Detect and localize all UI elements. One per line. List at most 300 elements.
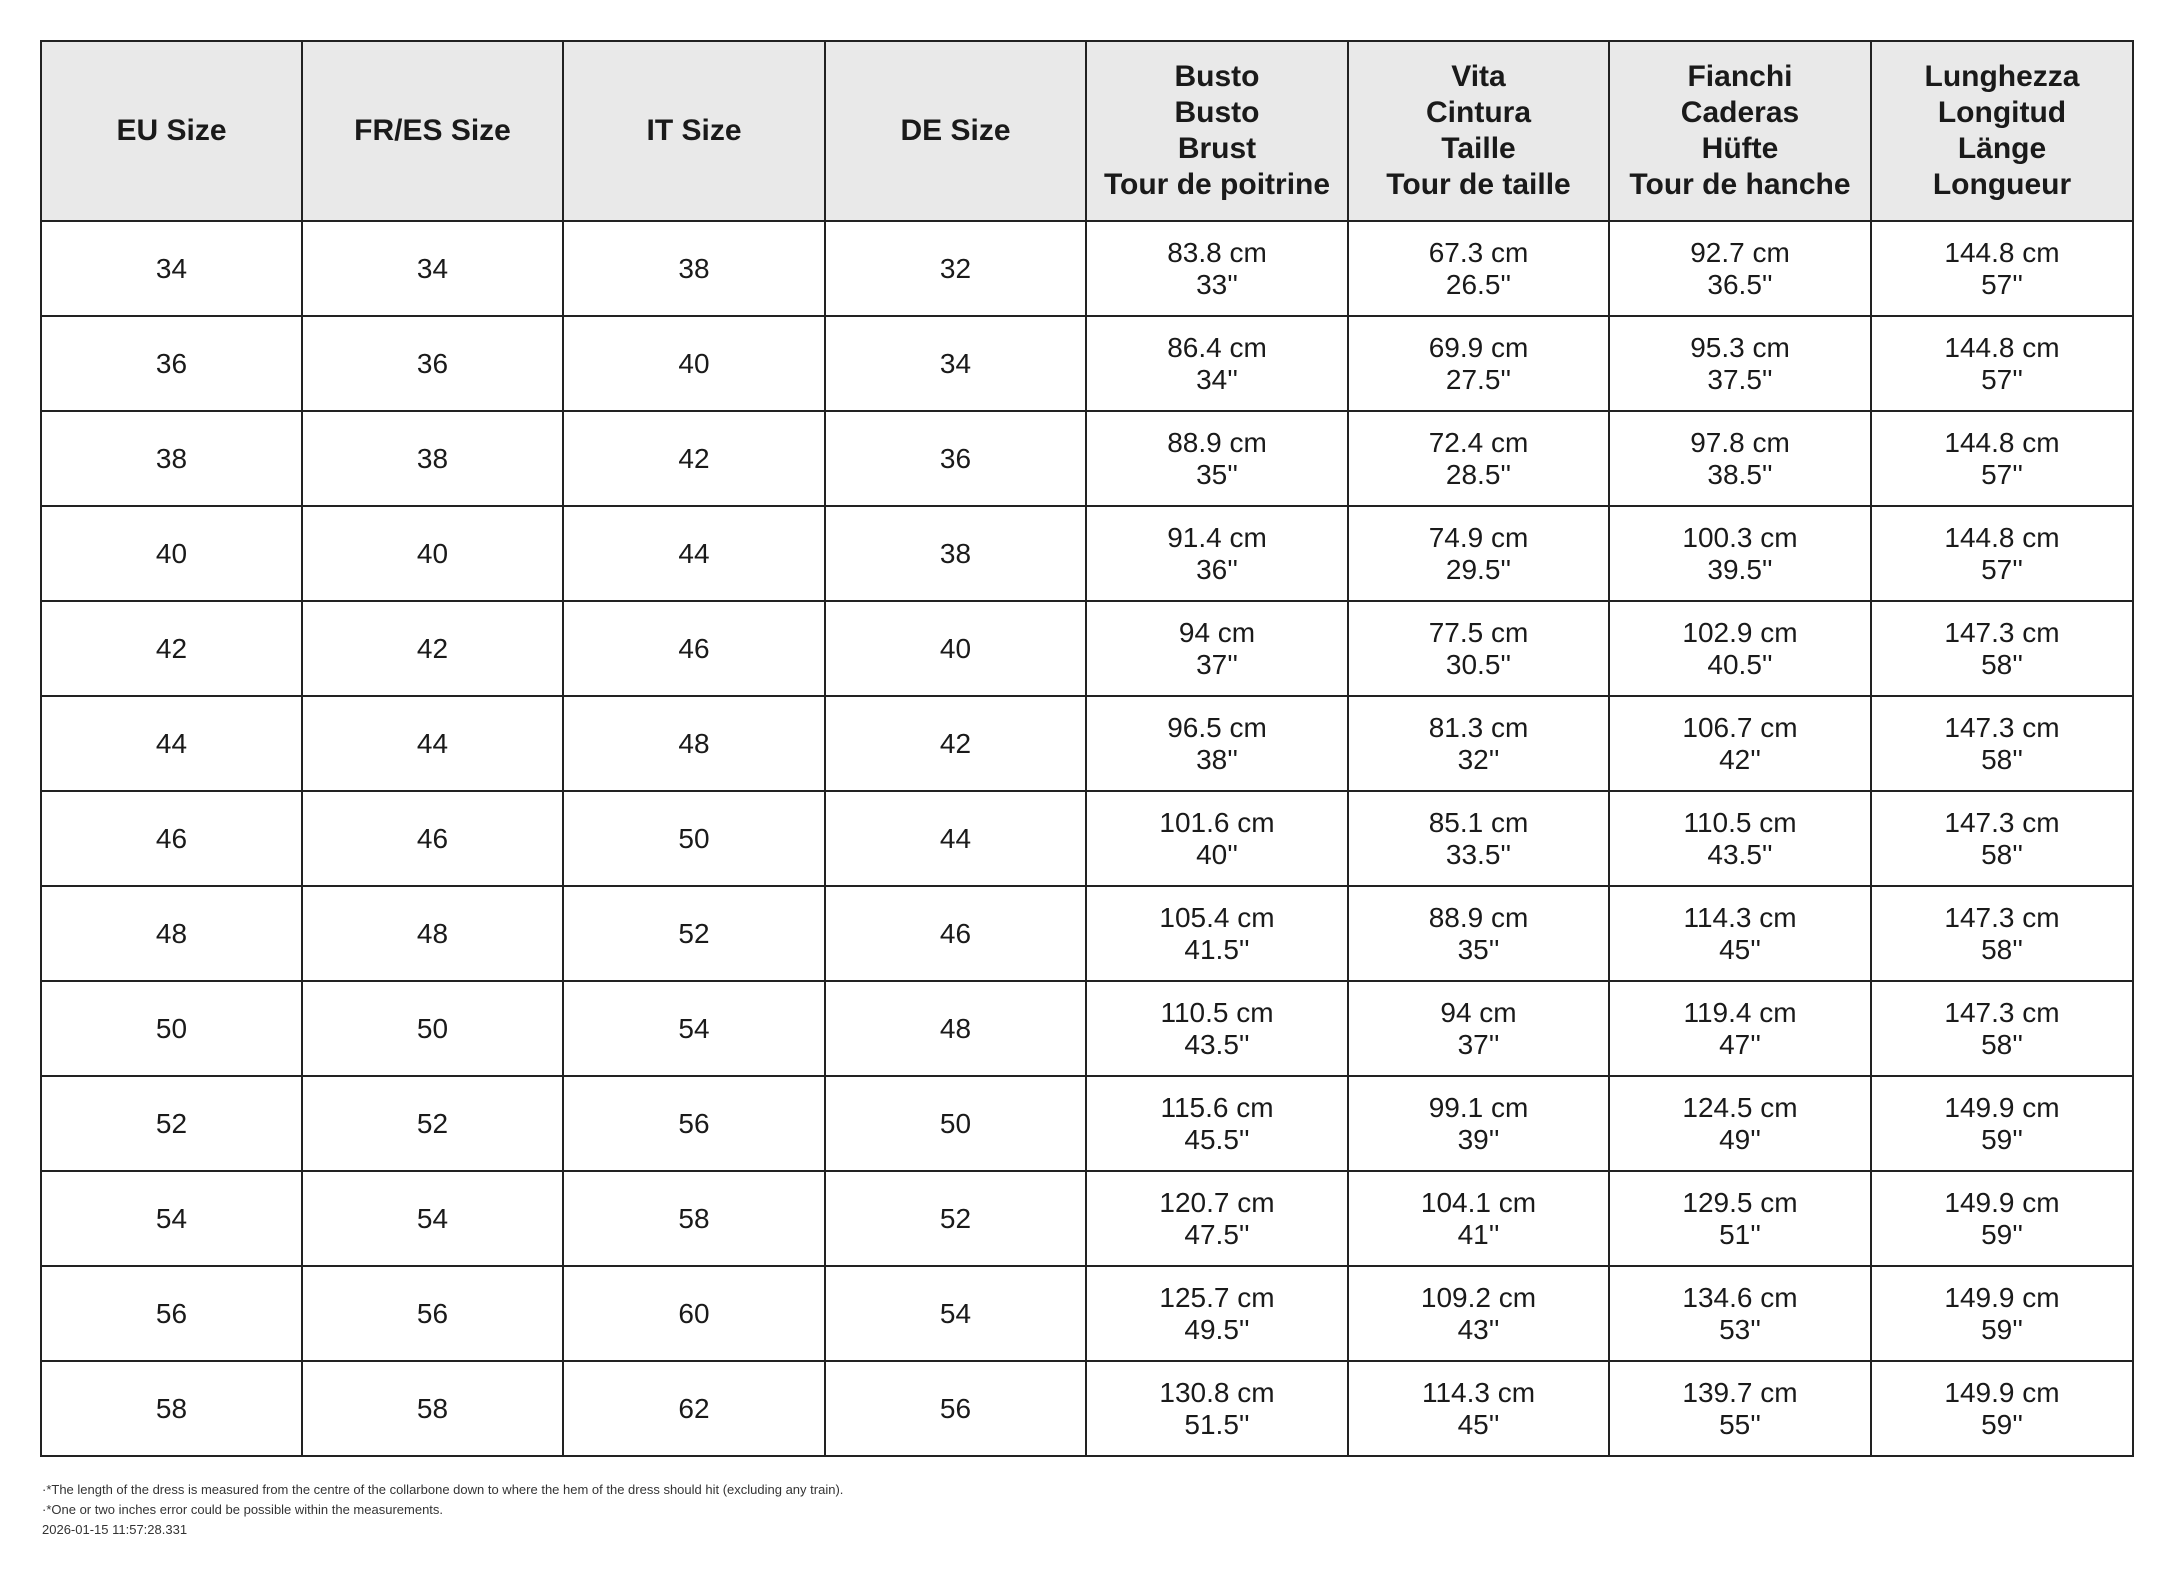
cell-value: 59'' [1981,1123,2023,1155]
column-header [41,41,302,221]
table-cell [563,1361,825,1456]
table-cell [1086,1361,1348,1456]
cell-value: 50 [416,1012,449,1044]
cell-value: 56 [416,1297,449,1329]
header-label: Fianchi [1687,60,1793,93]
cell-value: 57'' [1981,458,2023,490]
table-cell [302,1361,563,1456]
cell-value: 149.9 cm [1944,1091,2060,1123]
column-header [563,41,825,221]
cell-value: 46 [155,822,188,854]
table-cell [1609,1361,1871,1456]
cell-value: 149.9 cm [1944,1186,2060,1218]
cell-value: 38 [939,537,972,569]
cell-value: 40 [939,632,972,664]
cell-value: 149.9 cm [1944,1376,2060,1408]
cell-value: 33.5'' [1445,838,1512,870]
cell-value: 58'' [1981,648,2023,680]
table-cell [302,886,563,981]
cell-value: 54 [678,1012,710,1044]
table-cell [1871,316,2133,411]
length-footnote: ·*The length of the dress is measured from the centre of the collarbone down to where the hem of the dress should hit (excluding any train). [42,1482,844,1497]
cell-value: 33'' [1196,268,1238,300]
cell-value: 147.3 cm [1944,806,2060,838]
table-cell [1348,316,1609,411]
header-label: DE Size [900,114,1011,147]
cell-value: 44 [939,822,972,854]
table-cell [825,1361,1086,1456]
table-row [41,696,2133,791]
cell-value: 39'' [1457,1123,1500,1155]
cell-value: 42 [678,442,710,474]
table-cell [1871,1076,2133,1171]
cell-value: 58'' [1981,1028,2023,1060]
table-cell [825,1266,1086,1361]
cell-value: 40 [678,347,710,379]
table-row [41,1361,2133,1456]
table-row [41,1171,2133,1266]
table-cell [563,506,825,601]
table-row [41,791,2133,886]
table-cell [1871,221,2133,316]
cell-value: 46 [678,632,710,664]
table-cell [563,1266,825,1361]
table-cell [1871,696,2133,791]
table-cell [1086,1171,1348,1266]
cell-value: 34 [155,252,188,284]
table-row [41,506,2133,601]
cell-value: 58'' [1981,838,2023,870]
table-cell [302,981,563,1076]
cell-value: 149.9 cm [1944,1281,2060,1313]
cell-value: 42'' [1719,743,1761,775]
table-cell [1609,886,1871,981]
table-cell [825,601,1086,696]
cell-value: 56 [678,1107,710,1139]
cell-value: 114.3 cm [1421,1376,1536,1408]
table-cell [41,886,302,981]
header-label: Tour de taille [1386,168,1571,201]
cell-value: 47.5'' [1184,1218,1250,1250]
header-label: IT Size [646,114,742,147]
table-cell [1609,506,1871,601]
cell-value: 81.3 cm [1428,711,1529,743]
table-cell [1348,791,1609,886]
table-cell [1609,316,1871,411]
cell-value: 32'' [1457,743,1500,775]
table-cell [1609,1076,1871,1171]
cell-value: 26.5'' [1445,268,1512,300]
table-cell [41,1266,302,1361]
cell-value: 129.5 cm [1682,1186,1798,1218]
cell-value: 59'' [1981,1218,2023,1250]
cell-value: 105.4 cm [1159,901,1275,933]
cell-value: 41.5'' [1184,933,1250,965]
cell-value: 144.8 cm [1944,331,2060,363]
timestamp: 2026-01-15 11:57:28.331 [42,1522,188,1537]
table-cell [825,506,1086,601]
column-header [1871,41,2133,221]
cell-value: 41'' [1457,1218,1500,1250]
header-label: FR/ES Size [354,114,511,147]
cell-value: 139.7 cm [1682,1376,1798,1408]
table-cell [302,1266,563,1361]
table-cell [1086,1266,1348,1361]
cell-value: 124.5 cm [1682,1091,1798,1123]
cell-value: 144.8 cm [1944,236,2060,268]
cell-value: 45'' [1719,933,1761,965]
table-cell [563,221,825,316]
table-cell [1609,1171,1871,1266]
table-cell [41,316,302,411]
table-cell [1348,1361,1609,1456]
cell-value: 147.3 cm [1944,996,2060,1028]
table-cell [1086,1076,1348,1171]
cell-value: 54 [939,1297,972,1329]
cell-value: 40 [155,537,188,569]
cell-value: 58 [678,1202,710,1234]
cell-value: 67.3 cm [1428,236,1529,268]
cell-value: 49.5'' [1184,1313,1250,1345]
cell-value: 58 [416,1392,449,1424]
table-cell [41,981,302,1076]
cell-value: 120.7 cm [1159,1186,1275,1218]
cell-value: 83.8 cm [1167,236,1267,268]
cell-value: 49'' [1719,1123,1761,1155]
table-row [41,1076,2133,1171]
cell-value: 38'' [1196,743,1238,775]
cell-value: 45'' [1457,1408,1500,1440]
cell-value: 38 [416,442,449,474]
cell-value: 37.5'' [1707,363,1773,395]
table-cell [1086,221,1348,316]
cell-value: 99.1 cm [1428,1091,1529,1123]
cell-value: 55'' [1719,1408,1761,1440]
cell-value: 144.8 cm [1944,426,2060,458]
cell-value: 52 [678,917,710,949]
table-cell [41,1171,302,1266]
table-cell [825,886,1086,981]
table-cell [563,791,825,886]
cell-value: 30.5'' [1445,648,1512,680]
cell-value: 48 [416,917,449,949]
cell-value: 114.3 cm [1683,901,1797,933]
cell-value: 43.5'' [1184,1028,1250,1060]
cell-value: 58'' [1981,933,2023,965]
table-cell [1086,316,1348,411]
table-cell [1609,696,1871,791]
cell-value: 44 [678,537,710,569]
cell-value: 48 [155,917,188,949]
cell-value: 48 [939,1012,972,1044]
cell-value: 72.4 cm [1428,426,1529,458]
cell-value: 43.5'' [1707,838,1773,870]
header-label: Lunghezza [1924,60,2080,93]
table-cell [1609,601,1871,696]
header-label: Tour de hanche [1629,168,1851,201]
table-cell [1086,981,1348,1076]
table-cell [825,411,1086,506]
header-label: EU Size [116,114,227,147]
header-label: Longueur [1932,168,2072,201]
cell-value: 34 [939,347,972,379]
cell-value: 46 [416,822,449,854]
table-cell [563,601,825,696]
cell-value: 36 [939,442,972,474]
table-cell [825,1171,1086,1266]
cell-value: 144.8 cm [1944,521,2060,553]
cell-value: 45.5'' [1184,1123,1250,1155]
table-cell [825,791,1086,886]
table-row [41,411,2133,506]
cell-value: 57'' [1981,553,2023,585]
table-cell [825,1076,1086,1171]
cell-value: 40'' [1196,838,1238,870]
cell-value: 46 [939,917,972,949]
cell-value: 40.5'' [1707,648,1773,680]
cell-value: 52 [155,1107,188,1139]
cell-value: 47'' [1719,1028,1761,1060]
table-cell [1609,981,1871,1076]
cell-value: 42 [155,632,188,664]
cell-value: 58 [155,1392,188,1424]
table-cell [825,316,1086,411]
cell-value: 35'' [1457,933,1500,965]
cell-value: 42 [939,727,972,759]
table-cell [1348,1266,1609,1361]
table-cell [1086,506,1348,601]
cell-value: 37'' [1196,648,1238,680]
table-cell [302,316,563,411]
table-cell [563,1171,825,1266]
cell-value: 54 [416,1202,449,1234]
column-header [1086,41,1348,221]
header-label: Busto [1174,60,1260,93]
cell-value: 85.1 cm [1428,806,1529,838]
table-cell [563,981,825,1076]
column-header [302,41,563,221]
table-cell [302,601,563,696]
cell-value: 50 [678,822,710,854]
table-cell [563,411,825,506]
table-cell [41,791,302,886]
table-cell [41,696,302,791]
cell-value: 92.7 cm [1690,236,1790,268]
cell-value: 27.5'' [1445,363,1512,395]
cell-value: 88.9 cm [1167,426,1267,458]
header-label: Tour de poitrine [1103,168,1331,201]
cell-value: 74.9 cm [1428,521,1529,553]
header-label: Vita [1451,60,1506,93]
cell-value: 94 cm [1440,996,1517,1028]
cell-value: 32 [939,252,972,284]
table-cell [302,221,563,316]
cell-value: 86.4 cm [1167,331,1267,363]
table-cell [1086,886,1348,981]
cell-value: 110.5 cm [1683,806,1797,838]
table-row [41,221,2133,316]
table-cell [1871,1361,2133,1456]
table-cell [563,886,825,981]
table-cell [302,506,563,601]
cell-value: 38 [678,252,710,284]
cell-value: 50 [155,1012,188,1044]
table-cell [1871,601,2133,696]
cell-value: 34'' [1196,363,1238,395]
cell-value: 43'' [1457,1313,1500,1345]
table-cell [1871,791,2133,886]
table-body [41,221,2133,1456]
header-label: Longitud [1937,96,2067,129]
table-cell [825,981,1086,1076]
cell-value: 119.4 cm [1683,996,1797,1028]
table-row [41,316,2133,411]
header-label: Cintura [1426,96,1531,129]
cell-value: 147.3 cm [1944,616,2060,648]
table-cell [1871,886,2133,981]
cell-value: 44 [155,727,188,759]
table-cell [1871,411,2133,506]
table-cell [1609,221,1871,316]
cell-value: 35'' [1196,458,1238,490]
cell-value: 56 [939,1392,972,1424]
table-row [41,886,2133,981]
table-cell [1348,411,1609,506]
cell-value: 102.9 cm [1682,616,1798,648]
table-cell [1871,506,2133,601]
column-header [1348,41,1609,221]
table-cell [1348,601,1609,696]
size-chart-table [40,40,2134,1457]
footnotes [42,1480,843,1540]
cell-value: 59'' [1981,1408,2023,1440]
table-cell [1086,601,1348,696]
cell-value: 52 [939,1202,972,1234]
cell-value: 69.9 cm [1428,331,1529,363]
cell-value: 54 [155,1202,188,1234]
table-cell [302,1076,563,1171]
table-cell [1871,981,2133,1076]
cell-value: 36 [416,347,449,379]
cell-value: 56 [155,1297,188,1329]
cell-value: 147.3 cm [1944,711,2060,743]
cell-value: 115.6 cm [1160,1091,1274,1123]
header-label: Länge [1957,132,2047,165]
cell-value: 62 [678,1392,710,1424]
cell-value: 36'' [1196,553,1238,585]
table-cell [1609,411,1871,506]
header-label: Hüfte [1701,132,1779,165]
header-label: Busto [1174,96,1260,129]
table-cell [1609,1266,1871,1361]
table-cell [825,696,1086,791]
table-cell [1348,981,1609,1076]
table-cell [302,696,563,791]
table-cell [41,601,302,696]
table-cell [1871,1266,2133,1361]
cell-value: 39.5'' [1707,553,1773,585]
cell-value: 51'' [1719,1218,1761,1250]
cell-value: 37'' [1457,1028,1500,1060]
cell-value: 52 [416,1107,449,1139]
cell-value: 134.6 cm [1682,1281,1798,1313]
table-row [41,1266,2133,1361]
cell-value: 60 [678,1297,710,1329]
cell-value: 77.5 cm [1428,616,1529,648]
table-cell [1086,696,1348,791]
table-cell [41,1076,302,1171]
cell-value: 28.5'' [1445,458,1512,490]
cell-value: 147.3 cm [1944,901,2060,933]
table-cell [41,1361,302,1456]
cell-value: 38 [155,442,188,474]
header-label: Brust [1177,132,1257,165]
table-row [41,981,2133,1076]
cell-value: 58'' [1981,743,2023,775]
cell-value: 34 [416,252,449,284]
cell-value: 130.8 cm [1159,1376,1275,1408]
cell-value: 91.4 cm [1167,521,1267,553]
table-cell [41,411,302,506]
table-row [41,601,2133,696]
table-cell [1348,1076,1609,1171]
header-row [41,41,2133,221]
cell-value: 101.6 cm [1159,806,1275,838]
table-cell [563,1076,825,1171]
cell-value: 109.2 cm [1420,1281,1537,1313]
table-cell [1086,791,1348,886]
cell-value: 96.5 cm [1167,711,1267,743]
column-header [1609,41,1871,221]
cell-value: 110.5 cm [1160,996,1274,1028]
table-cell [41,221,302,316]
table-cell [1348,696,1609,791]
cell-value: 50 [939,1107,972,1139]
table-cell [302,1171,563,1266]
cell-value: 48 [678,727,710,759]
cell-value: 88.9 cm [1428,901,1529,933]
cell-value: 51.5'' [1184,1408,1250,1440]
table-cell [1086,411,1348,506]
table-cell [302,791,563,886]
cell-value: 97.8 cm [1690,426,1790,458]
error-footnote: ·*One or two inches error could be possible within the measurements. [42,1502,444,1517]
cell-value: 57'' [1981,268,2023,300]
cell-value: 100.3 cm [1682,521,1798,553]
table-cell [563,316,825,411]
column-header [825,41,1086,221]
table-cell [1871,1171,2133,1266]
table-cell [41,506,302,601]
cell-value: 59'' [1981,1313,2023,1345]
cell-value: 95.3 cm [1690,331,1790,363]
table-cell [1348,506,1609,601]
table-cell [302,411,563,506]
cell-value: 53'' [1719,1313,1761,1345]
table-cell [1348,221,1609,316]
cell-value: 106.7 cm [1682,711,1798,743]
cell-value: 42 [416,632,449,664]
cell-value: 38.5'' [1707,458,1773,490]
cell-value: 29.5'' [1445,553,1512,585]
cell-value: 94 cm [1178,616,1256,648]
table-cell [1348,1171,1609,1266]
cell-value: 44 [416,727,449,759]
table-header [41,41,2133,221]
table-cell [1348,886,1609,981]
cell-value: 36.5'' [1707,268,1773,300]
table-cell [825,221,1086,316]
